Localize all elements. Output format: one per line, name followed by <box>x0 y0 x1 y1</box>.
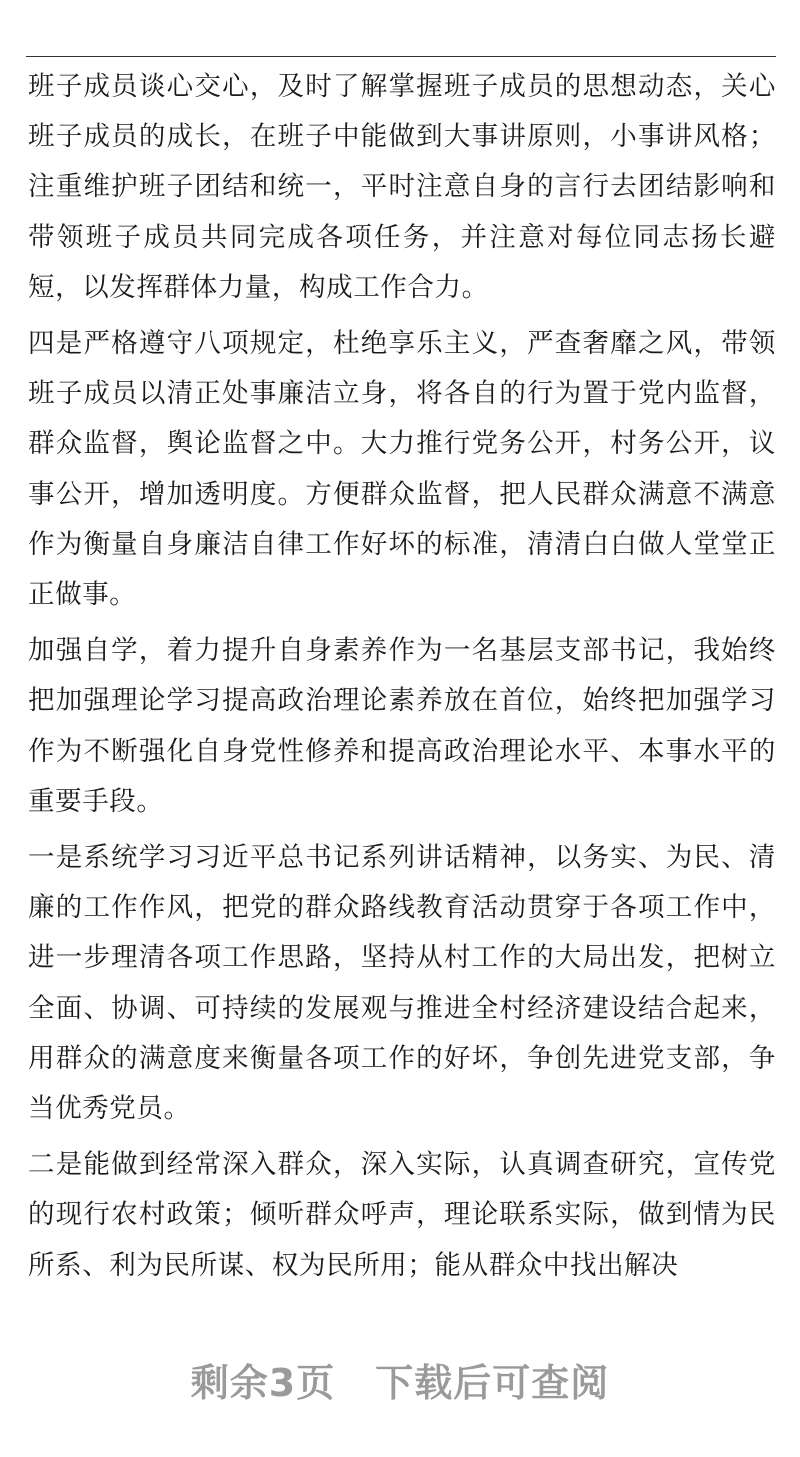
paragraph-grassroots: 二是能做到经常深入群众，深入实际，认真调查研究，宣传党的现行农村政策；倾听群众呼声，理论联系实际，做到情为民所系、利为民所谋、权为民所用；能从群众中找出解决 <box>28 1149 776 1281</box>
document-body <box>28 62 776 1297</box>
remaining-pages-label: 剩余3页 <box>190 1361 336 1405</box>
download-to-view-label: 下载后可查阅 <box>375 1361 610 1405</box>
top-divider <box>26 56 776 57</box>
paragraph-self-study: 加强自学，着力提升自身素养作为一名基层支部书记，我始终把加强理论学习提高政治理论素养放在首位，始终把加强学习作为不断强化自身党性修养和提高政治理论水平、本事水平的重要手段。 <box>28 635 776 817</box>
paragraph-eight-rules: 四是严格遵守八项规定，杜绝享乐主义，严查奢靡之风，带领班子成员以清正处事廉洁立身，将各自的行为置于党内监督，群众监督，舆论监督之中。大力推行党务公开，村务公开，议事公开，增加透明度。方便群众监督，把人民群众满意不满意作为衡量自身廉洁自律工作好坏的标准，清清白白做人堂堂正正做事。 <box>28 328 776 611</box>
paragraph-team-communication: 班子成员谈心交心，及时了解掌握班子成员的思想动态，关心班子成员的成长，在班子中能做到大事讲原则，小事讲风格；注重维护班子团结和统一，平时注意自身的言行去团结影响和带领班子成员共同完成各项任务，并注意对每位同志扬长避短，以发挥群体力量，构成工作合力。 <box>28 71 776 303</box>
remaining-pages-notice[interactable] <box>0 1352 800 1407</box>
paragraph-systematic-study: 一是系统学习习近平总书记系列讲话精神，以务实、为民、清廉的工作作风，把党的群众路线教育活动贯穿于各项工作中，进一步理清各项工作思路，坚持从村工作的大局出发，把树立全面、协调、可持续的发展观与推进全村经济建设结合起来，用群众的满意度来衡量各项工作的好坏，争创先进党支部，争当优秀党员。 <box>28 842 776 1125</box>
